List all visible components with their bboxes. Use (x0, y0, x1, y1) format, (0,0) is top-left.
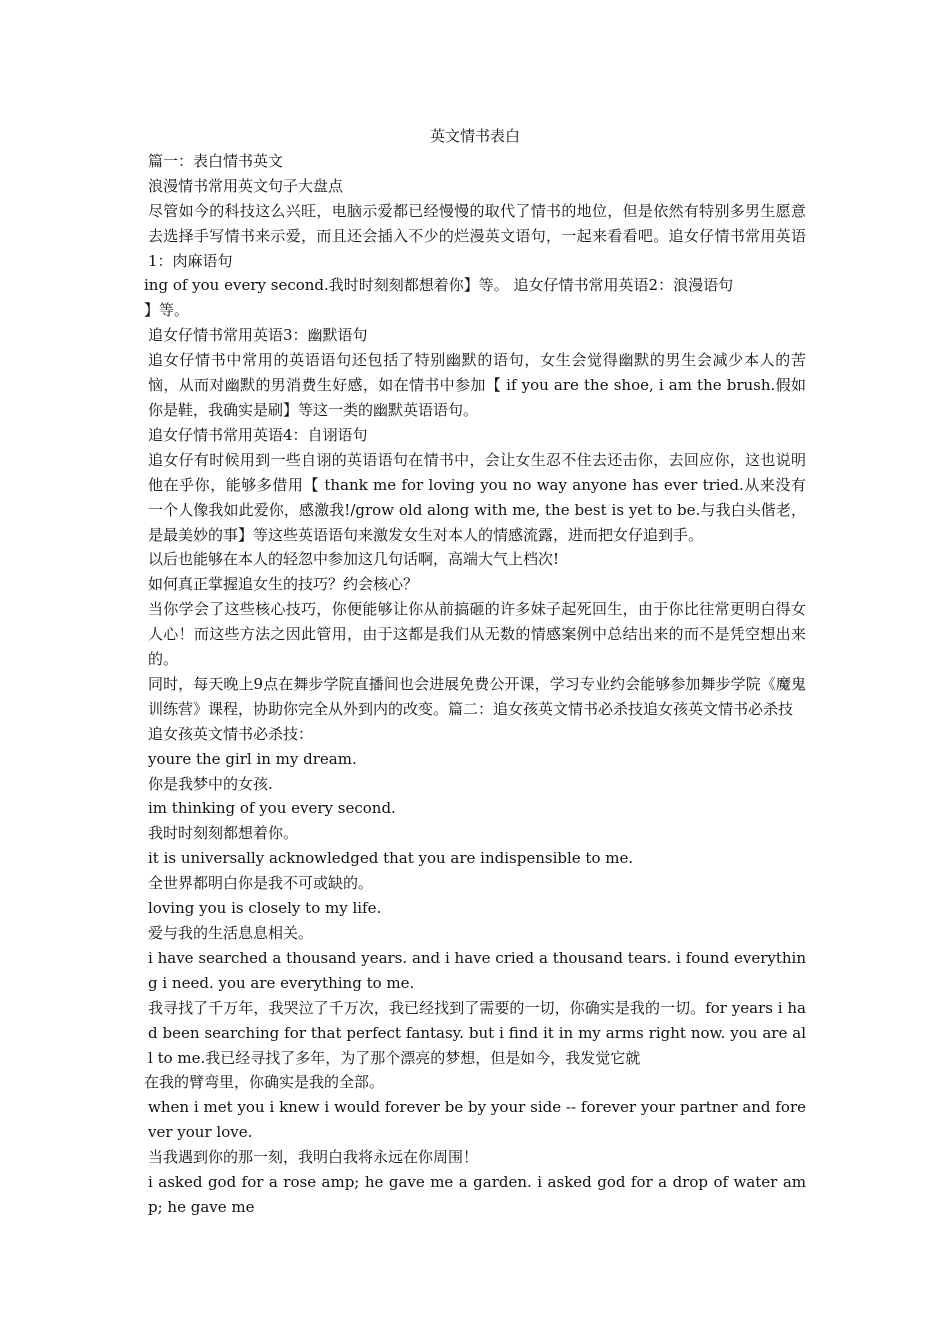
paragraph: 】等。 (144, 301, 190, 320)
paragraph: 追女仔情书中常用的英语语句还包括了特别幽默的语句，女生会觉得幽默的男生会减少本人的苦恼，从而对幽默的男消费生好感，如在情书中参加【 if you are the shoe, i am the brush.假如你是鞋，我确实是刷】等这一类的幽默英语语句。 (148, 351, 806, 419)
paragraph: 如何真正掌握追女生的技巧？约会核心？ (148, 575, 419, 594)
paragraph: i asked god for a rose amp; he gave me a garden. i asked god for a drop of water amp; he gave me (148, 1173, 806, 1216)
document-body (144, 124, 806, 1220)
paragraph: 当我遇到你的那一刻，我明白我将永远在你周围！ (148, 1148, 479, 1167)
paragraph: 以后也能够在本人的轻忽中参加这几句话啊，高端大气上档次! (148, 550, 560, 569)
paragraph: it is universally acknowledged that you are indispensible to me. (148, 849, 634, 868)
paragraph: 我寻找了千万年，我哭泣了千万次，我已经找到了需要的一切，你确实是我的一切。for years i had been searching for that perfect fantasy. but i find it in my arms right now. you are all to me.我已经寻找了多年，为了那个漂亮的梦想，但是如今，我发觉它就 (148, 998, 806, 1067)
paragraph: i have searched a thousand years. and i have cried a thousand tears. i found everything i need. you are everything to me. (148, 948, 806, 992)
paragraph: 追女孩英文情书必杀技： (148, 724, 314, 743)
paragraph: 同时，每天晚上9点在舞步学院直播间也会进展免费公开课，学习专业约会能够参加舞步学院《魔鬼训练营》课程，协助你完全从外到内的改变。篇二：追女孩英文情书必杀技追女孩英文情书必杀技 (148, 674, 806, 718)
paragraph: 我时时刻刻都想着你。 (148, 824, 299, 843)
paragraph: 在我的臂弯里，你确实是我的全部。 (144, 1073, 385, 1092)
paragraph-list (144, 149, 806, 1220)
paragraph: 追女仔有时候用到一些自诩的英语语句在情书中，会让女生忍不住去还击你，去回应你，这也说明他在乎你，能够多借用【 thank me for loving you no way anyone has ever tried.从来没有一个人像我如此爱你，感激我!/grow old along with me, the best is yet to be.与我白头偕老，是最美妙的事】等这些英语语句来激发女生对本人的情感流露，进而把女仔追到手。 (148, 450, 806, 544)
paragraph: 你是我梦中的女孩. (148, 774, 273, 793)
paragraph: 爱与我的生活息息相关。 (148, 924, 314, 942)
paragraph: 篇一：表白情书英文 (148, 151, 284, 170)
paragraph: 全世界都明白你是我不可或缺的。 (148, 874, 374, 893)
paragraph: 浪漫情书常用英文句子大盘点 (148, 176, 344, 195)
paragraph: ing of you every second.我时时刻刻都想着你】等。 追女仔情书常用英语2：浪漫语句 (144, 276, 734, 295)
paragraph: loving you is closely to my life. (148, 899, 382, 918)
paragraph: 追女仔情书常用英语3：幽默语句 (148, 326, 368, 345)
document-title: 英文情书表白 (429, 127, 520, 145)
paragraph: 尽管如今的科技这么兴旺，电脑示爱都已经慢慢的取代了情书的地位，但是依然有特别多男生愿意去选择手写情书来示爱，而且还会插入不少的烂漫英文语句，一起来看看吧。追女仔情书常用英语1：肉麻语句 (148, 201, 806, 270)
paragraph: 当你学会了这些核心技巧，你便能够让你从前搞砸的许多妹子起死回生，由于你比往常更明白得女人心！而这些方法之因此管用，由于这都是我们从无数的情感案例中总结出来的而不是凭空想出来的。 (148, 600, 806, 669)
paragraph: when i met you i knew i would forever be by your side -- forever your partner and forever your love. (148, 1098, 806, 1142)
paragraph: 追女仔情书常用英语4：自诩语句 (148, 425, 368, 444)
paragraph: im thinking of you every second. (148, 799, 396, 818)
paragraph: youre the girl in my dream. (148, 749, 357, 768)
